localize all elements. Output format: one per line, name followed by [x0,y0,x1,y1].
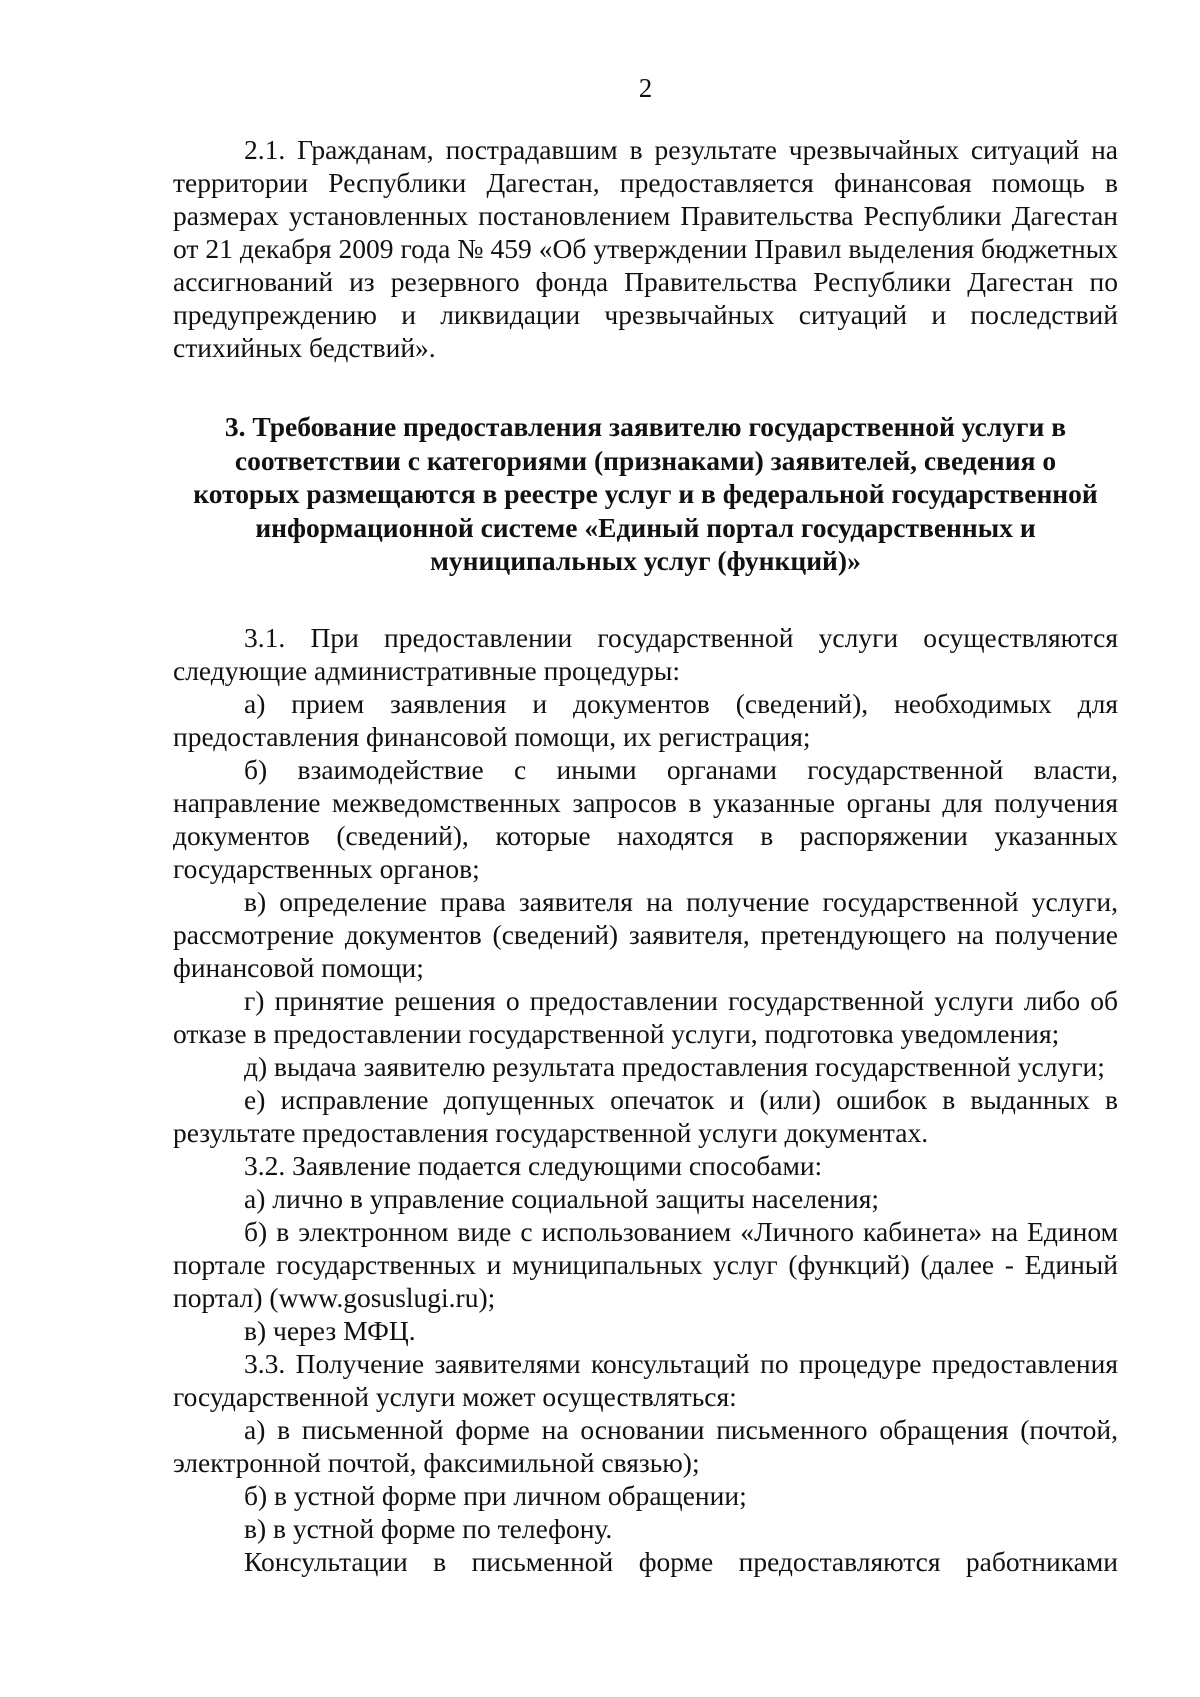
clause-3-1-item-g: г) принятие решения о предоставлении государственной услуги либо об отказе в предоставлении государственной услуги, подготовка уведомления; [173,984,1118,1049]
section-3-heading-line: которых размещаются в реестре услуг и в федеральной государственной [193,478,1098,509]
clause-3-3-intro: 3.3. Получение заявителями консультаций по процедуре предоставления государственной услуги может осуществляться: [173,1347,1118,1412]
clause-3-1-intro: 3.1. При предоставлении государственной услуги осуществляются следующие административные процедуры: [173,621,1118,686]
clause-3-3-consultations: Консультации в письменной форме предоставляются работниками [244,1545,1118,1577]
clause-3-2-item-b: б) в электронном виде с использованием «Личного кабинета» на Едином портале государственных и муниципальных услуг (функций) (далее - Единый портал) (www.gosuslugi.ru); [173,1215,1118,1313]
section-3-heading-line: соответствии с категориями (признаками) заявителей, сведения о [234,444,1057,476]
clause-3-3-item-b: б) в устной форме при личном обращении; [244,1479,747,1511]
section-3-heading [173,410,1118,578]
clause-3-3-item-a: а) в письменной форме на основании письменного обращения (почтой, электронной почтой, факсимильной связью); [173,1413,1118,1478]
clause-3-2-item-a: а) лично в управление социальной защиты населения; [244,1182,880,1214]
clause-3-1-item-v: в) определение права заявителя на получение государственной услуги, рассмотрение документов (сведений) заявителя, претендующего на получение финансовой помощи; [173,885,1118,983]
paragraph-2-1: 2.1. Гражданам, пострадавшим в результате чрезвычайных ситуаций на территории Республики Дагестан, предоставляется финансовая помощь в размерах установленных постановлением Правительства Республики Дагестан от 21 декабря 2009 года № 459 «Об утверждении Правил выделения бюджетных ассигнований из резервного фонда Правительства Республики Дагестан по предупреждению и ликвидации чрезвычайных ситуаций и последствий стихийных бедствий». [173,134,1118,363]
clause-3-3-item-v: в) в устной форме по телефону. [244,1512,613,1544]
clause-3-1-item-a: а) прием заявления и документов (сведений), необходимых для предоставления финансовой помощи, их регистрация; [173,687,1118,752]
clause-3-2-item-v: в) через МФЦ. [244,1314,416,1346]
clause-3-1-item-d: д) выдача заявителю результата предоставления государственной услуги; [244,1050,1105,1082]
section-3-heading-line: 3. Требование предоставления заявителю государственной услуги в [224,411,1067,442]
document-body [173,133,1118,1578]
clause-3-1-item-e: е) исправление допущенных опечаток и (или) ошибок в выданных в результате предоставления государственной услуги документах. [173,1083,1118,1148]
clause-3-2-intro: 3.2. Заявление подается следующими способами: [244,1149,823,1181]
section-3-heading-line: муниципальных услуг (функций)» [430,545,861,576]
section-3-heading-line: информационной системе «Единый портал государственных и [255,511,1036,543]
page-number: 2 [638,73,653,103]
clause-3-1-item-b: б) взаимодействие с иными органами государственной власти, направление межведомственных запросов в указанные органы для получения документов (сведений), которые находятся в распоряжении указанных государственных органов; [173,753,1118,884]
